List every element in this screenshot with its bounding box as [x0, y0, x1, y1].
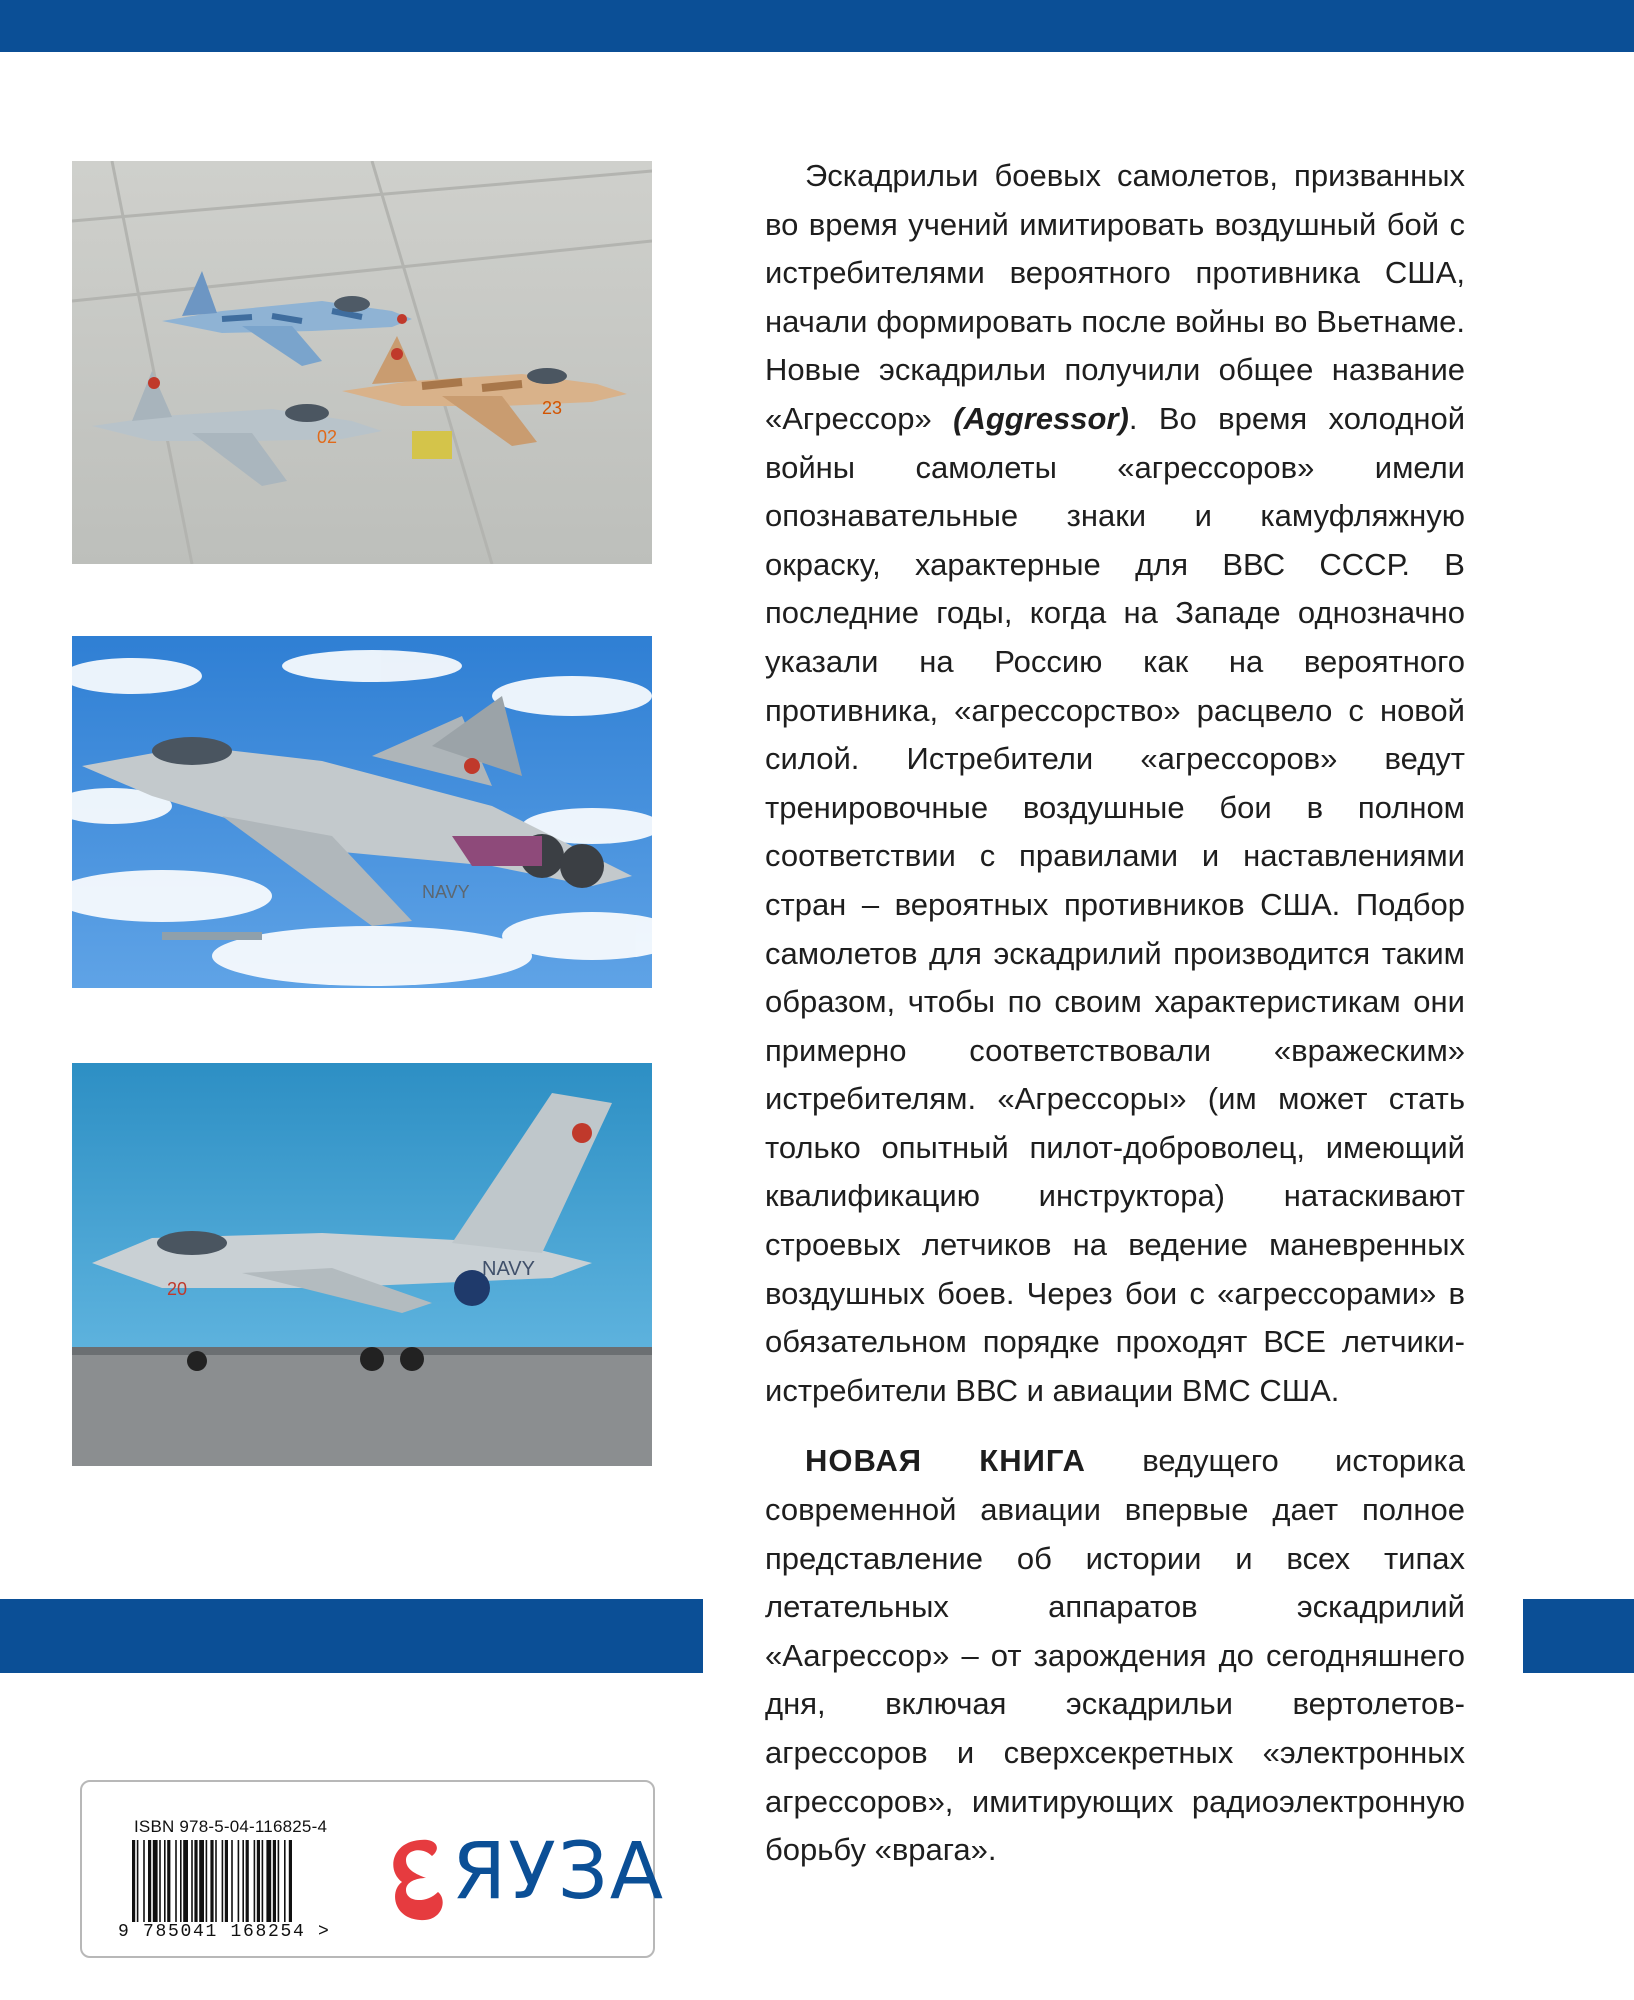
description-text: [765, 152, 1465, 1875]
paragraph-2: НОВАЯ КНИГА ведущего историка современной авиации впервые дает полное представление об истории и всех типах летательных аппаратов эскадрилий «Аагрессор» – от зарождения до сегодняшнего дня, включая эскадрильи вертолетов-агрессоров и сверхсекретных «электронных агрессоров», имитирующих радиоэлектронную борьбу «врага».: [765, 1443, 1465, 1868]
top-band: [0, 0, 1634, 52]
photo-f5-aggressors: [72, 161, 652, 564]
left-band: [0, 1599, 703, 1673]
svg-text:23: 23: [542, 398, 563, 418]
paragraph-1: Эскадрильи боевых самолетов, призванных во время учений имитировать воздушный бой с истребителями вероятного противника США, начали формировать после войны во Вьетнаме. Новые эскадрильи получили общее название «Агрессор» (Aggressor). Во время холодной войны самолеты «агрессоров» имели опознавательные знаки и камуфляжную окраску, характерные для ВВС СССР. В последние годы, когда на Западе однозначно указали на Россию как на вероятного противника, «агрессорство» расцвело с новой силой. Истребители «агрессоров» ведут тренировочные воздушные бои в полном соответствии с правилами и наставлениями стран – вероятных противников США. Подбор самолетов для эскадрилий производится таким образом, чтобы по своим характеристикам они примерно соответствовали «вражеским» истребителям. «Агрессоры» (им может стать только опытный пилот-доброволец, имеющий квалификацию инструктора) натаскивают строевых летчиков на ведение маневренных воздушных боев. Через бои с «агрессорами» в обязательном порядке проходят ВСЕ летчики-истребители ВВС и авиации ВМС США.: [765, 158, 1466, 1408]
svg-text:NAVY: NAVY: [482, 1258, 535, 1280]
new-book-heading: НОВАЯ КНИГА: [805, 1443, 1086, 1479]
svg-text:NAVY: NAVY: [422, 882, 470, 902]
svg-text:20: 20: [167, 1279, 188, 1299]
photo-fa18-sky: [72, 636, 652, 988]
barcode-panel: [80, 1780, 666, 1958]
isbn-label: ISBN 978-5-04-116825-4: [134, 1817, 328, 1836]
barcode-digits: 9 785041 168254 >: [118, 1922, 331, 1942]
photo-a3-navy: [72, 1063, 652, 1466]
svg-text:02: 02: [317, 427, 338, 447]
barcode-icon: [132, 1840, 357, 1922]
right-band: [1523, 1599, 1634, 1673]
aggressor-term: (Aggressor): [953, 400, 1129, 436]
publisher-name: ЯУЗА: [452, 1827, 666, 1917]
